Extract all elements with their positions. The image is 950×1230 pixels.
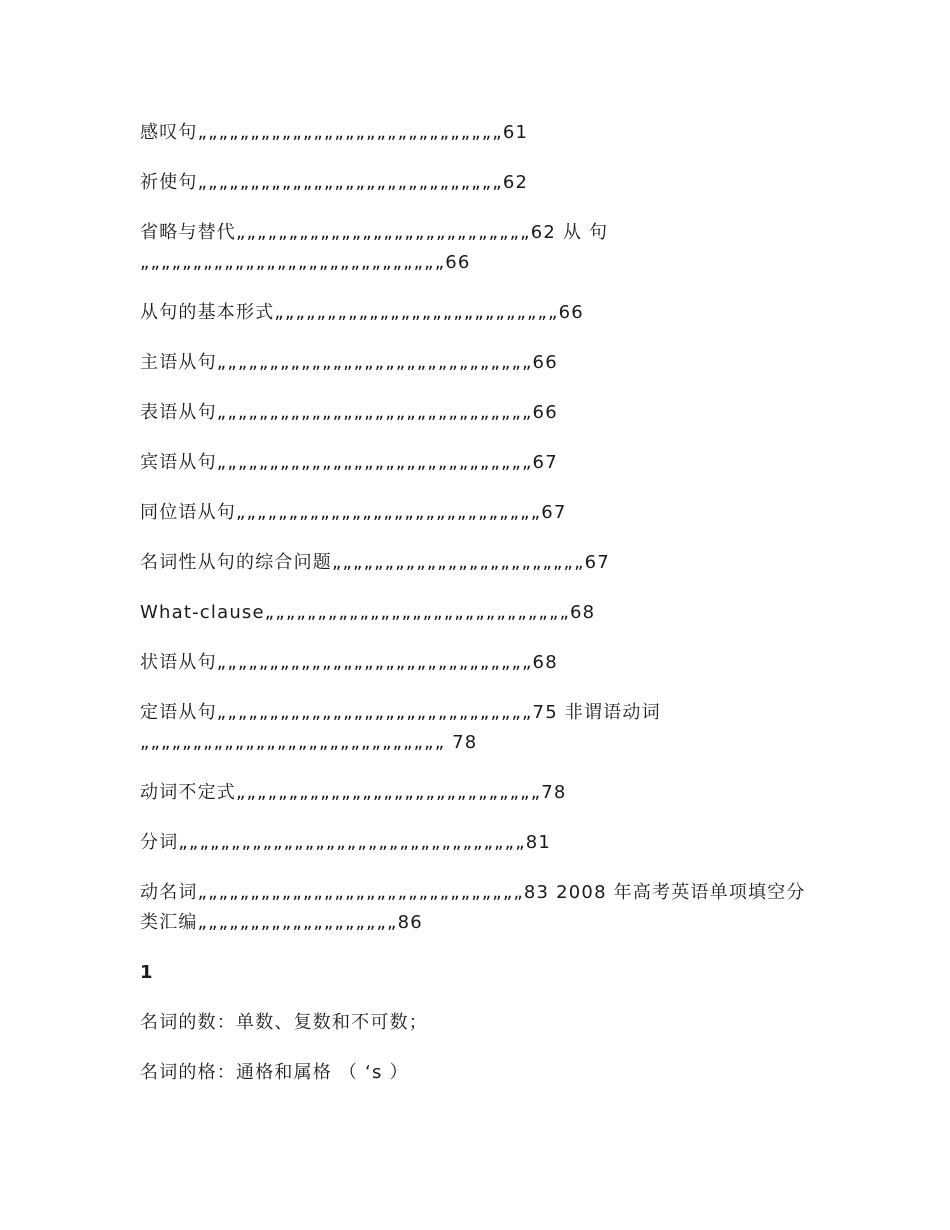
body-noun-case: 名词的格：通格和属格 （ ‘s ）	[140, 1062, 409, 1083]
toc-entry-adverbial-clause: 状语从句„„„„„„„„„„„„„„„„„„„„„„„„„„„„„„68	[140, 652, 558, 673]
body-noun-number: 名词的数：单数、复数和不可数；	[140, 1012, 428, 1033]
toc-entry-ellipsis-clause: 省略与替代„„„„„„„„„„„„„„„„„„„„„„„„„„„„62 从 句„„„„„„„„„„„„„„„„„„„„„„„„„„„„„66	[140, 222, 609, 273]
toc-entry-subject-clause: 主语从句„„„„„„„„„„„„„„„„„„„„„„„„„„„„„„66	[140, 352, 558, 373]
toc-entry-appositive-clause: 同位语从句„„„„„„„„„„„„„„„„„„„„„„„„„„„„„67	[140, 502, 567, 523]
toc-entry-noun-clause-issues: 名词性从句的综合问题„„„„„„„„„„„„„„„„„„„„„„„„67	[140, 552, 610, 573]
toc-entry-clause-forms: 从句的基本形式„„„„„„„„„„„„„„„„„„„„„„„„„„„66	[140, 302, 584, 323]
toc-entry-infinitive: 动词不定式„„„„„„„„„„„„„„„„„„„„„„„„„„„„„78	[140, 782, 567, 803]
section-heading: 1	[140, 962, 153, 983]
toc-entry-attributive-nonfinite: 定语从句„„„„„„„„„„„„„„„„„„„„„„„„„„„„„„75 非谓语动词„„„„„„„„„„„„„„„„„„„„„„„„„„„„„ 78	[140, 702, 661, 753]
toc-entry-predicative-clause: 表语从句„„„„„„„„„„„„„„„„„„„„„„„„„„„„„„66	[140, 402, 558, 423]
toc-entry-imperative: 祈使句„„„„„„„„„„„„„„„„„„„„„„„„„„„„„62	[140, 172, 529, 193]
toc-entry-object-clause: 宾语从句„„„„„„„„„„„„„„„„„„„„„„„„„„„„„„67	[140, 452, 558, 473]
toc-entry-gerund-exam: 动名词„„„„„„„„„„„„„„„„„„„„„„„„„„„„„„„83 2008 年高考英语单项填空分类汇编„„„„„„„„„„„„„„„„„„„86	[140, 882, 806, 933]
toc-entry-exclamatory: 感叹句„„„„„„„„„„„„„„„„„„„„„„„„„„„„„61	[140, 122, 529, 143]
toc-entry-what-clause: What-clause„„„„„„„„„„„„„„„„„„„„„„„„„„„„„68	[140, 602, 596, 623]
document-page	[140, 118, 808, 1108]
toc-entry-participle: 分词„„„„„„„„„„„„„„„„„„„„„„„„„„„„„„„„„81	[140, 832, 552, 853]
